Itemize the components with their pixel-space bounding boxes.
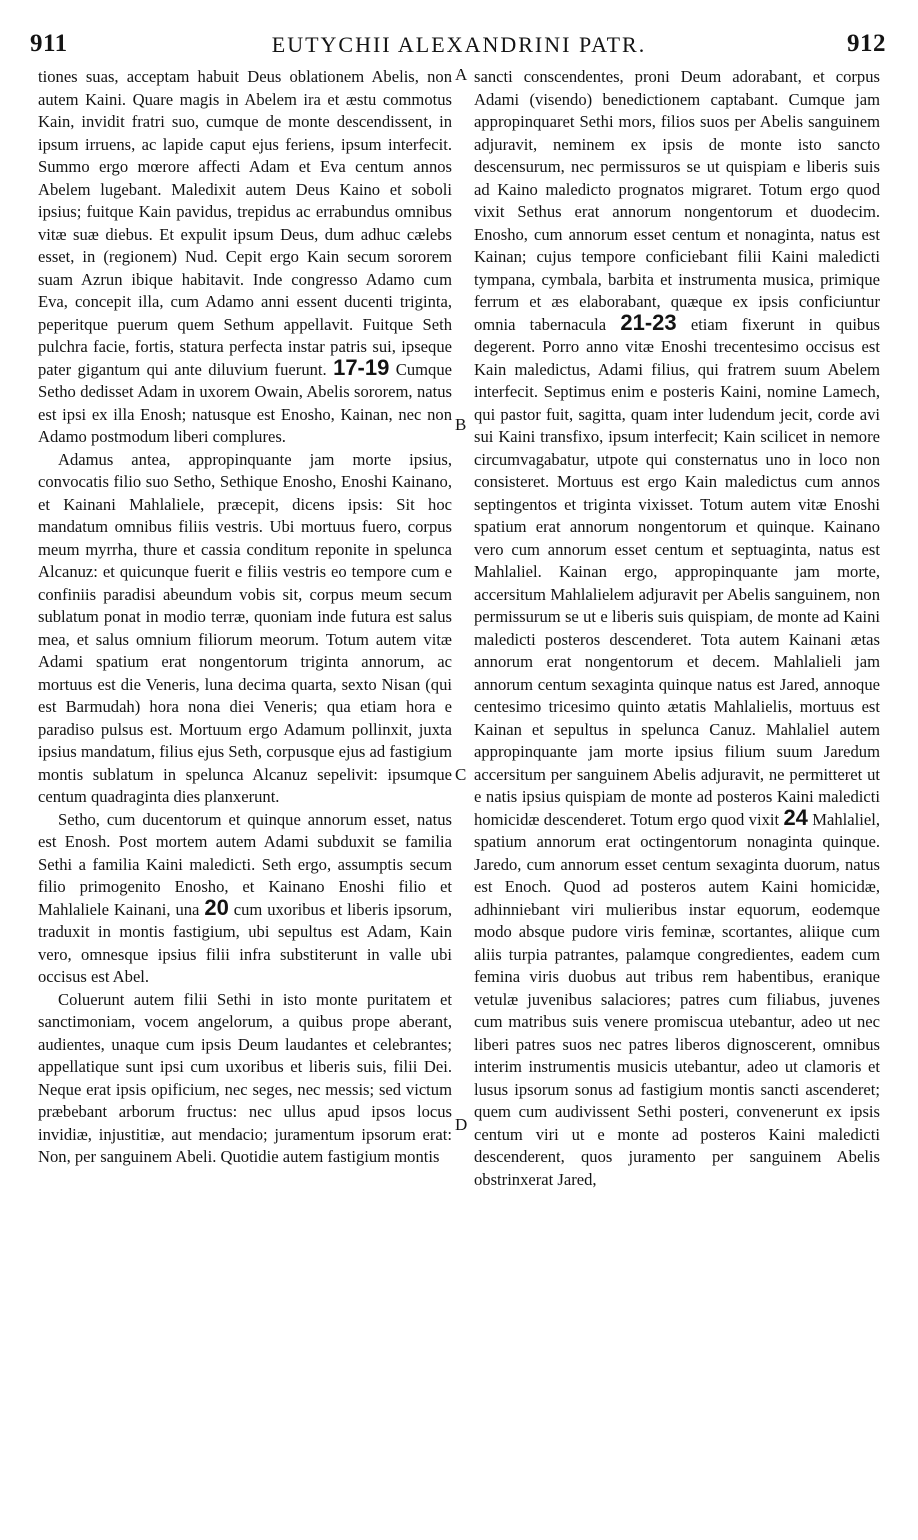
text: sancti conscendentes, proni Deum adorabant, et corpus Adami (visendo) benedictionem captabant. Cumque jam appropinquaret Sethi mors, filios suos per Abelis sanguinem adjuravit, neminem ex ipsis de monte isto sancto descensurum, nec permissuros se ut quispiam e liberis suis ad Kaino maledicto prognatos migraret. Totum ergo quod vixit Sethus erat annorum nongentorum et duodecim. Enosho, cum annorum esset centum et nonaginta, natus est Kainan; cujus tempore conficiebant filii Kaini maledicti tympana, cymbala, barbita et instrumenta musica, primique ferrum et æs elaborabant, quæque ex ipsis conficiuntur omnia tabernacula (474, 67, 880, 334)
page-number-right: 912 (847, 30, 886, 57)
paragraph: Coluerunt autem filii Sethi in isto monte puritatem et sanctimoniam, vocem angelorum, a quibus prope aberant, audientes, unaque cum ipsis Deum laudantes et celebrantes; appellatique sunt ipsi cum uxoribus et liberis suis, filii Dei. Neque erat ipsis opificium, nec seges, nec messis; sed victum præbebant arborum fructus: nec ullus apud ipsos locus invidiæ, injustitiæ, aut mendacio; juramentum ipsorum erat: Non, per sanguinem Abeli. Quotidie autem fastigium montis (38, 989, 452, 1166)
margin-marker-a: A (455, 65, 468, 84)
section-number: 20 (204, 894, 229, 920)
text: etiam fixerunt in quibus degerent. Porro anno vitæ Enoshi trecentesimo occisus est Kain maledictus, Adami filius, qui fratrem suum Abelem interfecit. Septimus enim e posteris Kaini, nomine Lamech, qui pastor fuit, sagitta, quam inter ludendum jecit, corde avi sui Kaini transfixo, ipsum interfecit; Kain scilicet in nemore circumvagabatur, utpote qui consternatus uno in loco non consisteret. Mortuus est ergo Kain maledictus cum annos septingentos et triginta vixisset. Totum autem vitæ Enoshi spatium erat annorum nongentorum et quinque. Kainano vero cum annorum esset centum et septuaginta, natus est Mahlaliel. Kainan ergo, appropinquante jam morte, accersitum Mahlalielem adjuravit per Abelis sanguinem, non permissurum se ut e liberis suis quispiam, de monte ad Kaini maledicti posteros descenderet. Tota autem Kainani ætas annorum erat nongentorum et decem. Mahlalieli jam annorum centum sexaginta quinque natus est Jared, annoque centesimo tricesimo quinto ætatis Mahlalielis, mortuus est Kainan et sepultus in spelunca Canuz. Mahlaliel autem appropinquante jam morte ipsius filium suum Jaredum accersitum per sanguinem Abelis adjuravit, ne permitteret ut e natis ipsius quispiam de monte ad posteros Kaini maledicti homicidæ descenderet. Totum ergo quod vixit (474, 314, 880, 829)
paragraph (474, 66, 880, 1191)
paragraph: Adamus antea, appropinquante jam morte ipsius, convocatis filio suo Setho, Sethique Enosho, Enoshi Kainano, et Kainani Mahlaliele, præcepit, dicens ipsis: Sit hoc mandatum omnibus filiis vestris. Ubi mortuus fuero, corpus meum myrrha, thure et cassia conditum reponite in spelunca Alcanuz: et quicunque fuerit e filiis vestris eo tempore cum e confiniis paradisi abeundum vobis sit, corpus meum secum sublatum ponat in modio terræ, quoniam inde futura est salus mea, et salus omnium filiorum meorum. Totum autem vitæ Adami spatium erat nongentorum triginta annorum, ac mortuus est die Veneris, luna decima quarta, sexto Nisan (qui est Barmudah) hora nona diei Veneris; qua etiam hora e paradiso pulsus est. Mortuum ergo Adamum pollinxit, juxta ipsius mandatum, filius ejus Seth, corpusque ejus ad fastigium montis sublatum in spelunca Alcanuz sepelivit: ipsumque centum quadraginta dies planxerunt. (38, 449, 452, 806)
section-number: 24 (783, 804, 808, 830)
page-number-left: 911 (30, 30, 68, 57)
right-column (474, 66, 880, 1191)
section-number: 21-23 (620, 309, 677, 335)
text: Setho, cum ducentorum et quinque annorum esset, natus est Enosh. Post mortem autem Adami subduxit se familia Sethi a familia Kaini maledicti. Seth ergo, assumptis secum filio primogenito Enosho, et Kainano Enoshi filio et Mahlaliele Kainani, una (38, 809, 452, 919)
text: cum uxoribus et liberis ipsorum, traduxit in montis fastigium, ubi sepultus est Adam, Kain vero, omnesque ipsius filii infra substiterunt in valle ubi occisus est Abel. (38, 899, 453, 986)
margin-marker-c: C (455, 765, 467, 784)
running-header (0, 30, 918, 64)
paragraph (38, 809, 452, 989)
paragraph (38, 66, 452, 449)
margin-marker-b: B (455, 415, 467, 434)
left-column (38, 66, 452, 1169)
text: Cumque Setho dedisset Adam in uxorem Owain, Abelis sororem, natus est ipsi ex illa Enosh; natusque est Enosho, Kainan, nec non Adamo postmodum liberi complures. (38, 359, 452, 446)
margin-marker-d: D (455, 1115, 468, 1134)
text: tiones suas, acceptam habuit Deus oblationem Abelis, non autem Kaini. Quare magis in Abelem ira et æstu commotus Kain, invidit fratri suo, cumque de monte descendissent, in ipsum irruens, ac lapide caput ejus feriens, ipsum interfecit. Summo ergo mœrore affecti Adam et Eva centum annos Abelem lugebant. Maledixit autem Deus Kaino et soboli ipsius; fuitque Kain pavidus, trepidus ac errabundus omnibus vitæ suæ diebus. Et expulit ipsum Deus, dum adhuc cælebs esset, in (regionem) Nud. Cepit ergo Kain secum sororem suam Azrun ibique habitavit. Inde congresso Adamo cum Eva, concepit illa, cum Adamo anni essent ducenti triginta, peperitque puerum quem Sethum appellavit. Fuitque Seth pulchra facie, fortis, statura perfecta instar patris sui, ipseque pater gigantum qui ante diluvium fuerunt. (38, 67, 452, 379)
text: Mahlaliel, spatium annorum erat octingentorum nonaginta quinque. Jaredo, cum annorum esset centum sexaginta duorum, natus est Enoch. Quod ad posteros autem Kaini homicidæ, adhinniebant viri mulieribus instar equorum, eodemque modo absque pudore viris feminæ, scortantes, aliique cum aliis turpia patrantes, palamque congredientes, eadem cum femina viris duobus aut tribus rem habentibus, eranique vetulæ juvenibus salaciores; patres cum filiabus, juvenes cum matribus suis venere promiscua utebantur, adeo ut nec liberi patres suos nec patres liberos dignoscerent, omnibus interim instrumentis musicis utebantur, adeo ut clamoris et lusus ipsorum sonus ad fastigium montis sancti ascenderet; quem cum audivissent Sethi posteri, convenerunt ex ipsis centum viri ut e monte ad posteros Kaini maledicti descenderent, quos juramento per sanguinem Abelis obstrinxerat Jared, (474, 809, 880, 1189)
section-number: 17-19 (333, 354, 390, 380)
running-title: EUTYCHII ALEXANDRINI PATR. (271, 32, 647, 57)
